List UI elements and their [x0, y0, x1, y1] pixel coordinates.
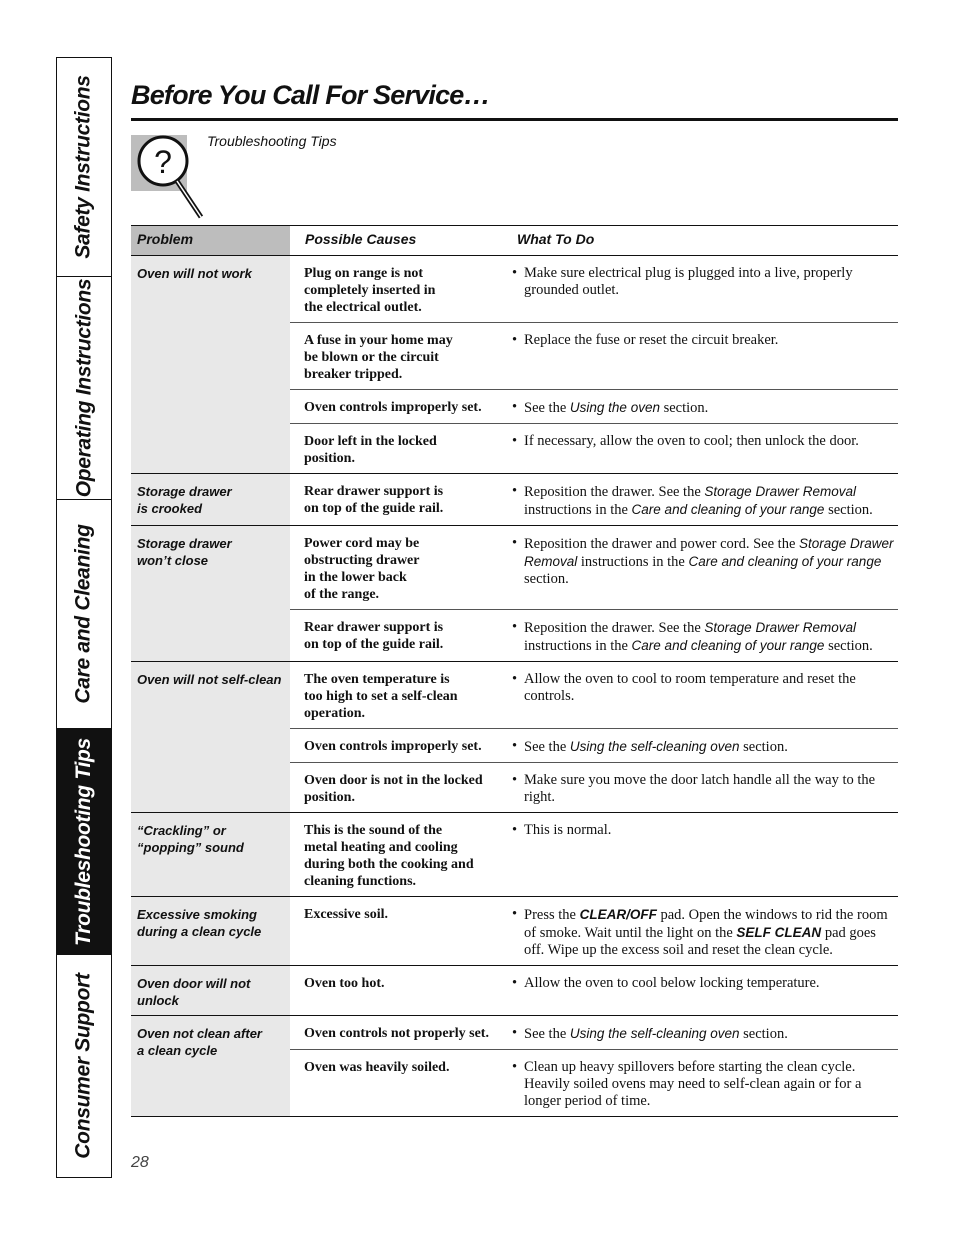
what-to-do-cell: [502, 662, 898, 728]
table-row: [290, 526, 898, 610]
what-to-do-text: [524, 738, 894, 756]
possible-cause-cell: Oven door is not in the locked position.: [304, 773, 483, 805]
possible-cause-cell: Oven controls improperly set.: [304, 739, 482, 754]
column-header-problem: Problem: [131, 226, 290, 255]
cause-rows: [290, 526, 898, 661]
bullet-icon: •: [512, 1059, 518, 1075]
what-to-do-text: [524, 619, 894, 655]
possible-cause-cell: Oven controls improperly set.: [304, 400, 482, 415]
what-to-do-cell: [502, 1050, 898, 1116]
text-segment: Press the: [524, 907, 580, 923]
table-section: [131, 966, 898, 1016]
what-to-do-text: [524, 433, 894, 467]
cause-rows: [290, 474, 898, 525]
text-segment: section.: [739, 739, 788, 755]
side-tab-label: Care and Cleaning: [72, 524, 95, 704]
table-section: [131, 813, 898, 897]
table-section: [131, 662, 898, 813]
title-divider: [131, 118, 898, 121]
section-reference: Care and cleaning of your range: [631, 638, 825, 653]
what-to-do-cell: [502, 474, 898, 525]
what-to-do-cell: [502, 897, 898, 965]
what-to-do-cell: [502, 323, 898, 389]
table-row: [290, 662, 898, 729]
section-reference: Care and cleaning of your range: [631, 502, 825, 517]
section-reference: Using the self-cleaning oven: [569, 739, 740, 754]
table-row: [290, 424, 898, 473]
what-to-do-cell: [502, 763, 898, 812]
possible-cause-cell: Power cord may be obstructing drawer in the lower back of the range.: [304, 536, 420, 602]
table-row: [290, 729, 898, 763]
what-to-do-cell: [502, 1016, 898, 1049]
table-row: [290, 610, 898, 661]
what-to-do-text: [524, 906, 894, 959]
bullet-icon: •: [512, 332, 518, 348]
cause-rows: [290, 897, 898, 965]
bullet-icon: •: [512, 1025, 518, 1041]
table-row: [290, 1016, 898, 1050]
side-tab-consumer-support[interactable]: [57, 955, 111, 1177]
text-segment: section.: [659, 400, 709, 416]
cause-rows: [290, 256, 898, 473]
what-to-do-text: [524, 535, 894, 603]
possible-cause-cell: Excessive soil.: [304, 907, 388, 922]
side-tab-label: Operating Instructions: [72, 278, 95, 498]
table-section: [131, 474, 898, 526]
problem-cell: “Crackling” or “popping” sound: [131, 813, 290, 896]
page-title: Before You Call For Service…: [131, 80, 490, 110]
column-header-possible-causes: Possible Causes: [305, 231, 417, 247]
what-to-do-cell: [502, 256, 898, 322]
bullet-icon: •: [512, 433, 518, 449]
section-subtitle: Troubleshooting Tips: [207, 133, 337, 149]
bullet-icon: •: [512, 772, 518, 788]
text-segment: Make sure electrical plug is plugged into a live, properly grounded outlet.: [524, 265, 853, 298]
cause-rows: [290, 813, 898, 896]
possible-cause-cell: The oven temperature is too high to set a self-clean operation.: [304, 672, 458, 721]
text-segment: Allow the oven to cool below locking temperature.: [524, 975, 820, 991]
text-segment: Reposition the drawer. See the: [524, 620, 705, 636]
table-section: [131, 897, 898, 966]
bullet-icon: •: [512, 671, 518, 687]
table-row: [290, 256, 898, 323]
possible-cause-cell: Oven too hot.: [304, 976, 385, 991]
text-segment: This is normal.: [524, 822, 612, 838]
svg-text:?: ?: [154, 144, 172, 180]
what-to-do-text: [524, 975, 894, 992]
text-segment: section.: [824, 502, 873, 518]
table-row: [290, 1050, 898, 1116]
possible-cause-cell: Rear drawer support is on top of the guide rail.: [304, 484, 444, 516]
problem-cell: Oven will not self-clean: [131, 662, 290, 812]
table-row: [290, 813, 898, 896]
table-row: [290, 966, 898, 998]
text-segment: section.: [739, 1026, 788, 1042]
side-tab-care-and-cleaning[interactable]: [57, 500, 111, 729]
table-header: [131, 225, 898, 256]
table-row: [290, 390, 898, 424]
text-segment: section.: [524, 571, 569, 587]
text-segment: See the: [524, 400, 570, 416]
what-to-do-cell: [502, 526, 898, 609]
what-to-do-cell: [502, 729, 898, 762]
section-reference: Care and cleaning of your range: [688, 554, 882, 569]
side-tab-label: Troubleshooting Tips: [72, 737, 96, 946]
what-to-do-text: [524, 265, 894, 316]
side-tab-navigation: [56, 57, 112, 1178]
section-reference: Using the self-cleaning oven: [569, 1026, 740, 1041]
text-segment: If necessary, allow the oven to cool; then unlock the door.: [524, 433, 859, 449]
side-tab-operating-instructions[interactable]: [57, 277, 111, 500]
problem-cell: Oven not clean after a clean cycle: [131, 1016, 290, 1116]
table-section: [131, 526, 898, 662]
text-segment: Replace the fuse or reset the circuit breaker.: [524, 332, 779, 348]
what-to-do-cell: [502, 424, 898, 473]
problem-cell: Storage drawer won’t close: [131, 526, 290, 661]
bullet-icon: •: [512, 738, 518, 754]
side-tab-safety-instructions[interactable]: [57, 58, 111, 277]
table-row: [290, 323, 898, 390]
text-segment: instructions in the: [524, 502, 632, 518]
column-header-what-to-do: What To Do: [517, 231, 595, 247]
what-to-do-cell: [502, 610, 898, 661]
what-to-do-text: [524, 399, 894, 417]
bullet-icon: •: [512, 822, 518, 838]
possible-cause-cell: A fuse in your home may be blown or the circuit breaker tripped.: [304, 333, 453, 382]
table-row: [290, 474, 898, 525]
text-segment: See the: [524, 1026, 570, 1042]
possible-cause-cell: Oven controls not properly set.: [304, 1026, 489, 1041]
what-to-do-cell: [502, 390, 898, 423]
question-mark-magnifier-icon: [131, 133, 211, 219]
cause-rows: [290, 966, 898, 1015]
side-tab-label: Consumer Support: [72, 973, 95, 1159]
section-reference: Storage Drawer Removal: [704, 484, 856, 499]
text-segment: See the: [524, 739, 570, 755]
bullet-icon: •: [512, 975, 518, 991]
section-reference: Using the oven: [569, 400, 660, 415]
table-body: [131, 256, 898, 1117]
what-to-do-text: [524, 332, 894, 383]
bullet-icon: •: [512, 619, 518, 635]
text-segment: Allow the oven to cool to room temperature and reset the controls.: [524, 671, 856, 704]
cause-rows: [290, 1016, 898, 1116]
what-to-do-cell: [502, 813, 898, 896]
what-to-do-text: [524, 822, 894, 890]
what-to-do-text: [524, 1025, 894, 1043]
what-to-do-cell: [502, 966, 898, 998]
pad-name: SELF CLEAN: [736, 925, 822, 940]
text-segment: Clean up heavy spillovers before starting the clean cycle. Heavily soiled ovens may need to self-clean again or for a longer period of time.: [524, 1059, 862, 1109]
possible-cause-cell: Oven was heavily soiled.: [304, 1060, 450, 1075]
table-row: [290, 897, 898, 965]
page-number: 28: [131, 1154, 149, 1171]
section-reference: Storage Drawer Removal: [704, 620, 856, 635]
bullet-icon: •: [512, 265, 518, 281]
bullet-icon: •: [512, 535, 518, 551]
possible-cause-cell: This is the sound of the metal heating and cooling during both the cooking and cleaning functions.: [304, 823, 474, 889]
bullet-icon: •: [512, 906, 518, 922]
cause-rows: [290, 662, 898, 812]
bullet-icon: •: [512, 399, 518, 415]
problem-cell: Oven will not work: [131, 256, 290, 473]
pad-name: CLEAR/OFF: [579, 907, 657, 922]
what-to-do-text: [524, 1059, 894, 1110]
text-segment: pad goes off. Wipe up the excess soil and reset the clean cycle.: [524, 925, 876, 958]
text-segment: Reposition the drawer. See the: [524, 484, 705, 500]
table-row: [290, 763, 898, 812]
problem-cell: Storage drawer is crooked: [131, 474, 290, 525]
problem-cell: Excessive smoking during a clean cycle: [131, 897, 290, 965]
section-reference: Storage Drawer Removal: [524, 536, 894, 569]
side-tab-label: Safety Instructions: [72, 75, 95, 259]
text-segment: Reposition the drawer and power cord. See the: [524, 536, 800, 552]
text-segment: pad. Open the windows to rid the room of smoke. Wait until the light on the: [524, 907, 888, 941]
what-to-do-text: [524, 772, 894, 806]
text-segment: instructions in the: [577, 554, 689, 570]
what-to-do-text: [524, 483, 894, 519]
text-segment: section.: [824, 638, 873, 654]
possible-cause-cell: Rear drawer support is on top of the guide rail.: [304, 620, 444, 652]
possible-cause-cell: Plug on range is not completely inserted in the electrical outlet.: [304, 266, 436, 315]
troubleshooting-table: [131, 225, 898, 1117]
possible-cause-cell: Door left in the locked position.: [304, 434, 437, 466]
problem-cell: Oven door will not unlock: [131, 966, 290, 1015]
what-to-do-text: [524, 671, 894, 722]
side-tab-troubleshooting-tips[interactable]: [57, 729, 111, 955]
text-segment: instructions in the: [524, 638, 632, 654]
text-segment: Make sure you move the door latch handle all the way to the right.: [524, 772, 876, 805]
table-section: [131, 256, 898, 474]
bullet-icon: •: [512, 483, 518, 499]
table-section: [131, 1016, 898, 1117]
